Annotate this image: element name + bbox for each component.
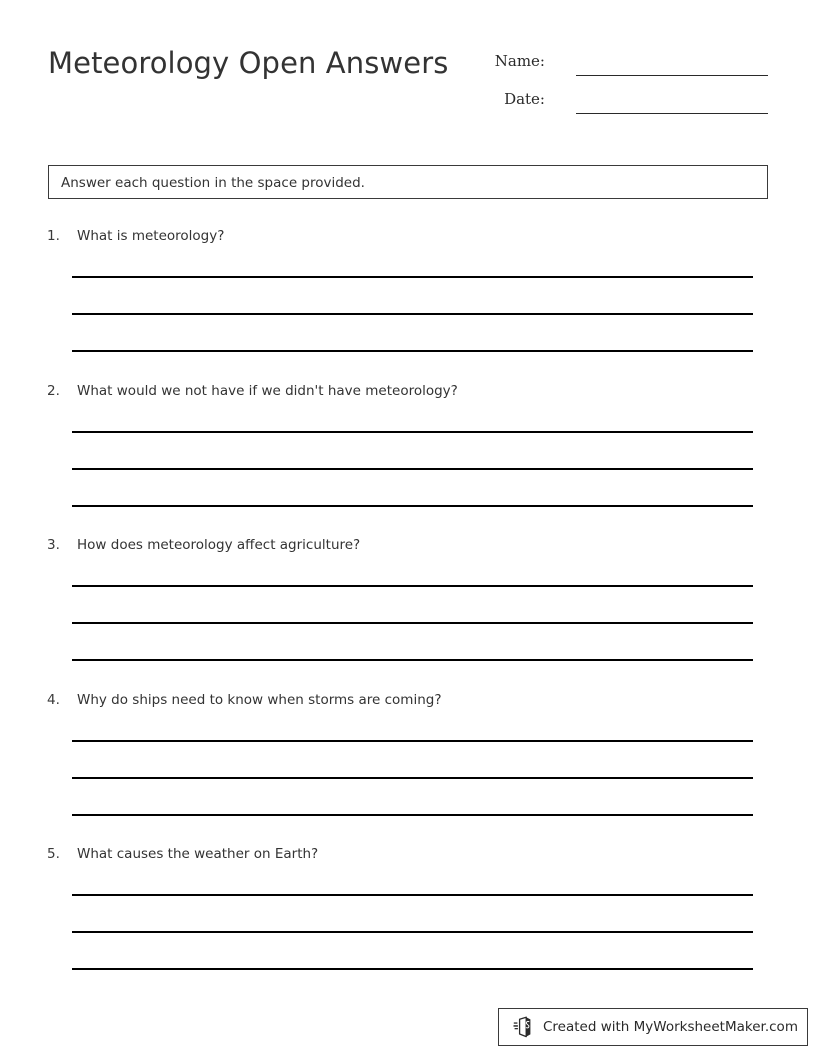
answer-area[interactable]: [72, 276, 753, 352]
question-number: 3.: [47, 537, 60, 553]
answer-line[interactable]: [72, 431, 753, 433]
answer-line[interactable]: [72, 968, 753, 970]
answer-line[interactable]: [72, 350, 753, 352]
answer-line[interactable]: [72, 659, 753, 661]
date-row: [500, 86, 790, 124]
answer-area[interactable]: [72, 894, 753, 970]
questions-list: [0, 228, 816, 1001]
question-text: What would we not have if we didn't have meteorology?: [77, 382, 458, 399]
date-label: Date:: [504, 90, 545, 108]
footer-badge[interactable]: [498, 1008, 808, 1046]
answer-area[interactable]: [72, 431, 753, 507]
worksheet-header: [0, 0, 816, 130]
question-block: [0, 537, 816, 692]
name-field-rule[interactable]: [576, 75, 768, 76]
date-field-rule[interactable]: [576, 113, 768, 114]
question-block: [0, 846, 816, 1001]
answer-line[interactable]: [72, 585, 753, 587]
answer-line[interactable]: [72, 313, 753, 315]
question-text: How does meteorology affect agriculture?: [77, 537, 361, 553]
answer-line[interactable]: [72, 276, 753, 278]
answer-line[interactable]: [72, 931, 753, 933]
answer-area[interactable]: [72, 585, 753, 661]
answer-line[interactable]: [72, 777, 753, 779]
name-row: [494, 48, 790, 86]
question-text: What is meteorology?: [77, 228, 225, 244]
question-number: 5.: [47, 846, 60, 862]
worksheet-maker-logo-icon: [513, 1016, 535, 1038]
instruction-box: [48, 165, 768, 199]
question-block: [0, 383, 816, 538]
name-date-group: [494, 48, 790, 124]
question-block: [0, 228, 816, 383]
answer-line[interactable]: [72, 894, 753, 896]
answer-line[interactable]: [72, 622, 753, 624]
answer-area[interactable]: [72, 740, 753, 816]
question-number: 2.: [47, 382, 60, 399]
question-text: Why do ships need to know when storms are coming?: [77, 691, 442, 708]
answer-line[interactable]: [72, 740, 753, 742]
answer-line[interactable]: [72, 814, 753, 816]
question-number: 4.: [47, 691, 60, 708]
answer-line[interactable]: [72, 468, 753, 470]
name-label: Name:: [494, 52, 545, 70]
instruction-text: Answer each question in the space provided.: [61, 175, 365, 191]
question-block: [0, 692, 816, 847]
question-number: 1.: [47, 228, 60, 244]
question-text: What causes the weather on Earth?: [77, 846, 319, 862]
page-title: Meteorology Open Answers: [48, 46, 449, 80]
footer-badge-text: Created with MyWorksheetMaker.com: [543, 1019, 798, 1035]
answer-line[interactable]: [72, 505, 753, 507]
